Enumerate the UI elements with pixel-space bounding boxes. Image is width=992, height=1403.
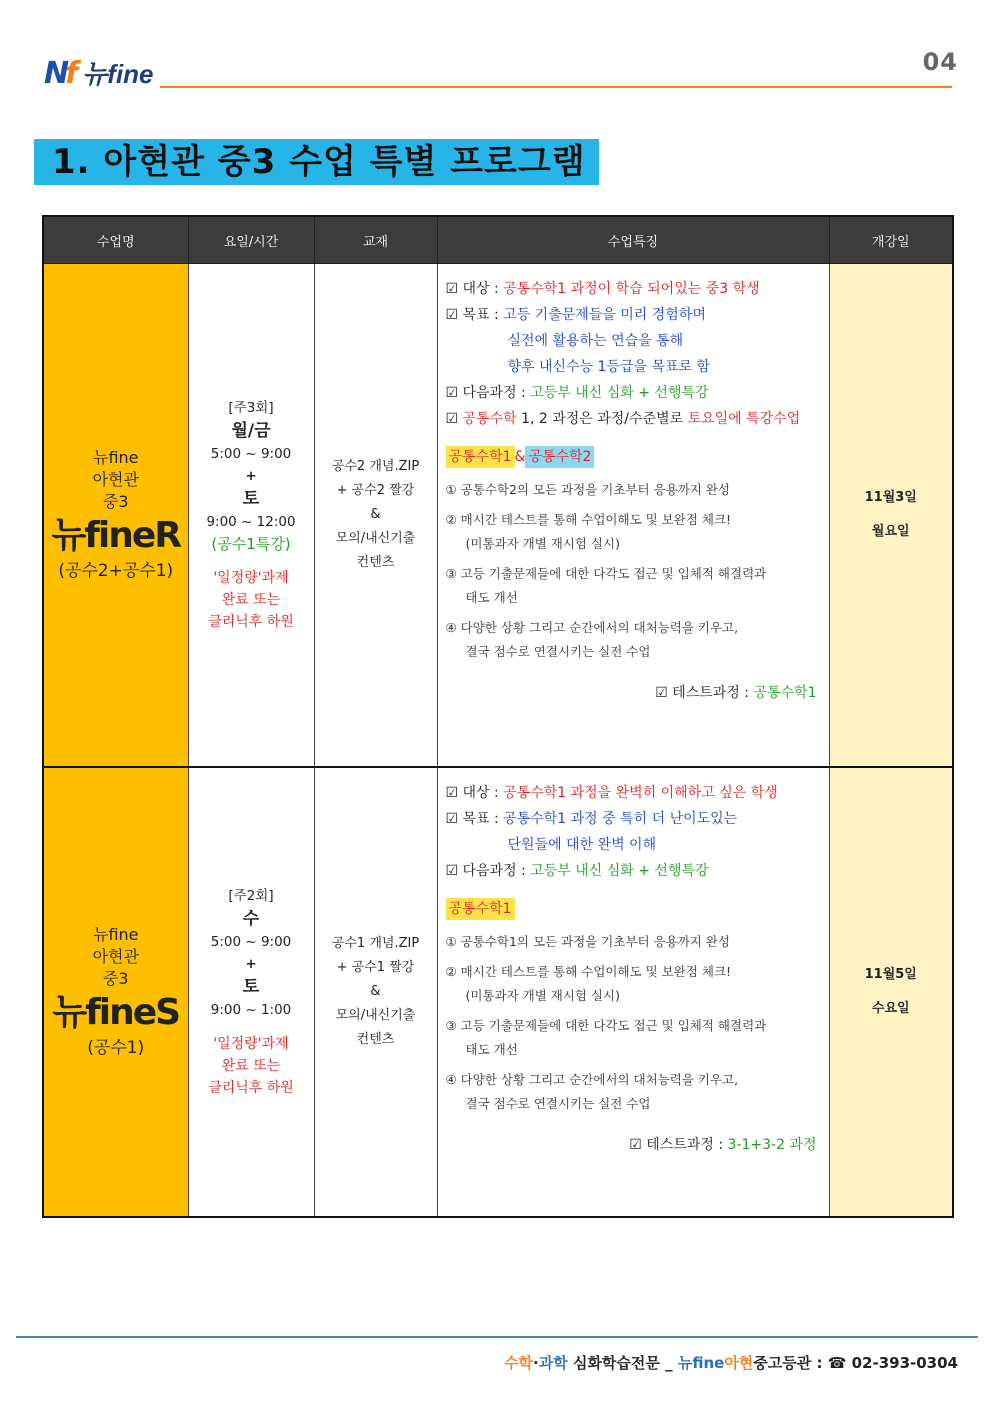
feature-item: ① 공통수학1의 모든 과정을 기초부터 응용까지 완성 — [445, 933, 731, 949]
class-name-cell — [43, 264, 188, 767]
class-subtitle: (공수1) — [87, 1037, 145, 1058]
schedule-note-1: '일정량'과제 — [213, 1035, 289, 1052]
start-weekday: 월요일 — [871, 523, 910, 539]
schedule-frequency: [주3회] — [228, 399, 274, 416]
schedule-time-2: 9:00 ~ 12:00 — [206, 513, 296, 530]
highlight-course-1: 공통수학1 — [446, 446, 515, 468]
textbook-line-1: 공수2 개념.ZIP — [331, 458, 420, 474]
logo-mark: Nf — [44, 56, 75, 91]
header-divider — [160, 86, 952, 88]
feature-test-course: ☑ 테스트과정 : 3-1+3-2 과정 — [629, 1136, 817, 1153]
class-brand: 뉴fine — [92, 924, 139, 944]
class-title: 뉴fineR — [51, 514, 181, 556]
feature-extra: ☑ 공통수학 1, 2 과정은 과정/수준별로 토요일에 특강수업 — [445, 411, 801, 427]
start-date: 11월5일 — [864, 966, 917, 982]
feature-item-cont: (미통과자 개별 재시험 실시) — [465, 536, 620, 551]
feature-highlight-row: 공통수학1&공통수학2 — [446, 432, 821, 472]
schedule-plus: + — [245, 467, 257, 484]
schedule-cell — [188, 264, 314, 767]
textbook-line-5: 컨텐츠 — [356, 554, 395, 570]
class-grade: 중3 — [102, 491, 129, 511]
class-branch: 아현관 — [92, 469, 139, 489]
feature-item-cont: 태도 개선 — [465, 590, 518, 605]
feature-goal-line-2: 실전에 활용하는 연습을 통해 — [507, 333, 684, 349]
textbook-line-3: & — [370, 506, 381, 522]
feature-cell — [437, 767, 829, 1217]
schedule-note-1: '일정량'과제 — [213, 569, 289, 586]
textbook-line-1: 공수1 개념.ZIP — [331, 935, 420, 951]
highlight-course-1: 공통수학1 — [446, 898, 515, 920]
highlight-course-2: 공통수학2 — [525, 446, 594, 468]
feature-item: ② 매시간 테스트를 통해 수업이해도 및 보완점 체크! — [445, 512, 732, 527]
feature-item: ③ 고등 기출문제들에 대한 다각도 접근 및 입체적 해결력과 — [445, 566, 767, 581]
textbook-cell — [314, 264, 437, 767]
textbook-line-2: + 공수2 짤강 — [336, 482, 415, 498]
col-header-class: 수업명 — [43, 216, 188, 264]
feature-test-course: ☑ 테스트과정 : 공통수학1 — [655, 685, 817, 701]
page-title: 1. 아현관 중3 수업 특별 프로그램 — [52, 142, 586, 182]
feature-goal: ☑ 목표 : 공통수학1 과정 중 특히 더 난이도있는 — [445, 810, 738, 827]
class-name-cell — [43, 767, 188, 1217]
schedule-plus: + — [245, 955, 257, 972]
feature-item: ③ 고등 기출문제들에 대한 다각도 접근 및 입체적 해결력과 — [445, 1017, 767, 1033]
schedule-frequency: [주2회] — [228, 887, 274, 904]
class-brand: 뉴fine — [92, 447, 139, 467]
schedule-note-3: 클리닉후 하원 — [208, 1079, 294, 1096]
program-table — [42, 215, 954, 1218]
schedule-day-2: 토 — [242, 488, 260, 509]
feature-goal-line-2: 단원들에 대한 완벽 이해 — [507, 836, 657, 853]
feature-next-course: ☑ 다음과정 : 고등부 내신 심화 + 선행특강 — [445, 385, 709, 401]
start-date: 11월3일 — [864, 489, 917, 505]
textbook-line-2: + 공수1 짤강 — [336, 959, 415, 975]
feature-item-cont: 결국 점수로 연결시키는 실전 수업 — [465, 644, 651, 659]
feature-item: ① 공통수학2의 모든 과정을 기초부터 응용까지 완성 — [445, 482, 731, 497]
schedule-note-3: 클리닉후 하원 — [208, 613, 294, 630]
page-number: 04 — [922, 48, 958, 76]
feature-item: ④ 다양한 상황 그리고 순간에서의 대처능력을 키우고, — [445, 620, 739, 635]
col-header-book: 교재 — [314, 216, 437, 264]
schedule-note-2: 완료 또는 — [221, 591, 281, 608]
textbook-line-4: 모의/내신기출 — [335, 1007, 416, 1023]
feature-highlight-row — [446, 884, 821, 924]
class-title: 뉴fineS — [52, 991, 180, 1033]
feature-item-cont: 결국 점수로 연결시키는 실전 수업 — [465, 1095, 651, 1111]
class-grade: 중3 — [102, 968, 129, 988]
program-row-s — [43, 767, 953, 1217]
start-date-cell — [829, 264, 953, 767]
col-header-feature: 수업특징 — [437, 216, 829, 264]
program-row-r — [43, 264, 953, 767]
col-header-start: 개강일 — [829, 216, 953, 264]
textbook-line-5: 컨텐츠 — [356, 1031, 395, 1047]
logo — [44, 52, 154, 92]
textbook-line-4: 모의/내신기출 — [335, 530, 416, 546]
class-subtitle: (공수2+공수1) — [58, 560, 174, 581]
start-date-cell — [829, 767, 953, 1217]
schedule-day-2: 토 — [242, 976, 260, 997]
schedule-time-1: 5:00 ~ 9:00 — [210, 445, 292, 462]
feature-target: ☑ 대상 : 공통수학1 과정이 학습 되어있는 중3 학생 — [445, 281, 760, 297]
class-branch: 아현관 — [92, 946, 139, 966]
feature-goal-line-3: 향후 내신수능 1등급을 목표로 함 — [507, 359, 711, 375]
schedule-day-1: 월/금 — [231, 420, 271, 441]
feature-item: ② 매시간 테스트를 통해 수업이해도 및 보완점 체크! — [445, 963, 732, 979]
col-header-time: 요일/시간 — [188, 216, 314, 264]
logo-text: 뉴fine — [82, 59, 154, 89]
table-header-row — [43, 216, 953, 264]
feature-item-cont: 태도 개선 — [465, 1041, 518, 1057]
start-weekday: 수요일 — [871, 1000, 910, 1016]
schedule-note-2: 완료 또는 — [221, 1057, 281, 1074]
feature-item: ④ 다양한 상황 그리고 순간에서의 대처능력을 키우고, — [445, 1071, 739, 1087]
feature-target: ☑ 대상 : 공통수학1 과정을 완벽히 이해하고 싶은 학생 — [445, 784, 778, 801]
feature-next-course: ☑ 다음과정 : 고등부 내신 심화 + 선행특강 — [445, 862, 709, 879]
footer-divider — [16, 1336, 978, 1338]
schedule-special: (공수1특강) — [211, 534, 291, 553]
textbook-line-3: & — [370, 983, 381, 999]
schedule-time-2: 9:00 ~ 1:00 — [210, 1001, 292, 1018]
feature-goal: ☑ 목표 : 고등 기출문제들을 미리 경험하며 — [445, 307, 706, 323]
schedule-day-1: 수 — [242, 908, 260, 929]
feature-item-cont: (미통과자 개별 재시험 실시) — [465, 987, 620, 1003]
schedule-cell — [188, 767, 314, 1217]
textbook-cell — [314, 767, 437, 1217]
feature-cell — [437, 264, 829, 767]
schedule-time-1: 5:00 ~ 9:00 — [210, 933, 292, 950]
footer-contact: 수학·과학 심화학습전문 _ 뉴fine아현중고등관 : ☎ 02-393-0304 — [504, 1354, 958, 1372]
